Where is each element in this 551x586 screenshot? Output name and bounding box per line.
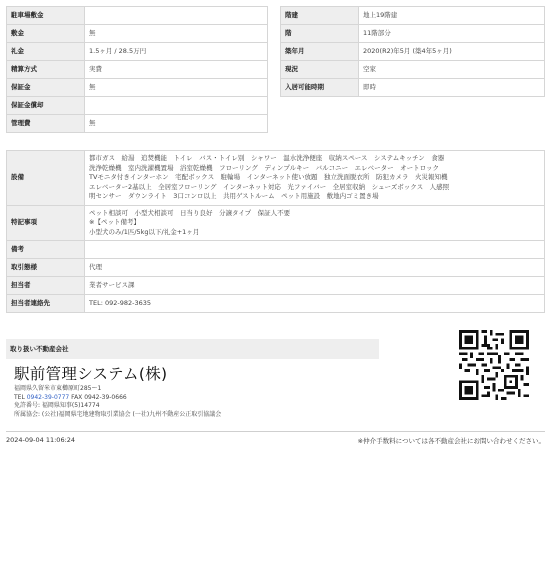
- table-row: [7, 7, 268, 25]
- table-row: [281, 25, 545, 43]
- company-fax: FAX 0942-39-0666: [71, 393, 127, 401]
- company-tel-link[interactable]: 0942-39-0777: [26, 393, 70, 401]
- equipment-line: 都市ガス 給湯 追焚機能 トイレ バス・トイレ別 シャワー 温水洗浄便座 収納スペース システムキッチン 食器: [89, 154, 445, 162]
- table-row: [7, 25, 268, 43]
- row-value: 1.5ヶ月 / 28.5万円: [85, 43, 268, 61]
- remarks-label: 備考: [7, 241, 85, 259]
- table-row: [7, 277, 545, 295]
- equipment-value: [85, 151, 545, 206]
- table-row: [7, 43, 268, 61]
- table-row: [7, 61, 268, 79]
- table-row: [7, 205, 545, 241]
- row-value: 無: [85, 25, 268, 43]
- row-value: 2020(R2)年5月 (築4年5ヶ月): [359, 43, 545, 61]
- row-value: 空家: [359, 61, 545, 79]
- row-label: 階: [281, 25, 359, 43]
- details-table: [6, 150, 545, 313]
- contact-person-value: 業者サービス課: [85, 277, 545, 295]
- qr-code-icon: [459, 330, 529, 400]
- special-notes-line: ※【ペット備考】: [89, 218, 140, 226]
- fees-table: [6, 6, 268, 133]
- brokerage-fee-note: ※仲介手数料については各不動産会社にお問い合わせください。: [357, 437, 545, 445]
- equipment-line: 洗浄乾燥機 室内洗濯機置場 浴室乾燥機 フローリング ディンプルキー バルコニー エレベーター オートロック: [89, 163, 439, 172]
- table-row: [7, 79, 268, 97]
- contact-person-label: 担当者: [7, 277, 85, 295]
- row-value: 地上19階建: [359, 7, 545, 25]
- equipment-label: 設備: [7, 151, 85, 206]
- row-label: 敷金: [7, 25, 85, 43]
- equipment-line: エレベーター2基以上 全居室フローリング インターネット対応 光ファイバー 全居室収納 シューズボックス 人感照: [89, 182, 450, 191]
- company-address: 福岡県久留米市東櫛原町285ー1: [14, 385, 102, 392]
- row-label: 礼金: [7, 43, 85, 61]
- company-association: 所属協会: (公社)福岡県宅地建物取引業協会 (一社)九州不動産公正取引協議会: [14, 410, 222, 418]
- table-row: [7, 115, 268, 133]
- row-value: 無: [85, 115, 268, 133]
- table-row: [7, 295, 545, 313]
- footer-divider: [6, 431, 545, 432]
- contact-tel-label: 担当者連絡先: [7, 295, 85, 313]
- row-label: 精算方式: [7, 61, 85, 79]
- special-notes-value: [85, 205, 545, 241]
- table-row: [7, 241, 545, 259]
- row-value: [85, 97, 268, 115]
- row-value: 即時: [359, 79, 545, 97]
- company-license: 免許番号: 福岡県知事(5)14774: [14, 402, 100, 410]
- row-value: 実費: [85, 61, 268, 79]
- print-timestamp: 2024-09-04 11:06:24: [6, 436, 76, 444]
- row-value: 無: [85, 79, 268, 97]
- equipment-line: 明センサー ダウンライト 3口コンロ以上 共用ゲストルーム ペット用施設 敷地内ゴミ置き場: [89, 192, 379, 200]
- table-row: [281, 43, 545, 61]
- row-label: 保証金: [7, 79, 85, 97]
- company-info: [14, 385, 221, 419]
- row-label: 入居可能時期: [281, 79, 359, 97]
- company-section-header: 取り扱い不動産会社: [6, 339, 379, 359]
- table-row: [281, 79, 545, 97]
- remarks-value: [85, 241, 545, 259]
- company-name: 駅前管理システム(株): [14, 365, 168, 383]
- equipment-line: TVモニタ付きインターホン 宅配ボックス 駐輪場 インターネット使い放題 独立洗面脱衣所 防犯カメラ 火災報知機: [89, 173, 448, 181]
- special-notes-line: ペット相談可 小型犬相談可 日当り良好 分譲タイプ 保証人不要: [89, 208, 291, 217]
- row-label: 駐車場敷金: [7, 7, 85, 25]
- table-row: [281, 61, 545, 79]
- special-notes-label: 特記事項: [7, 205, 85, 241]
- row-label: 階建: [281, 7, 359, 25]
- company-phone-line: [14, 394, 221, 403]
- table-row: [7, 259, 545, 277]
- contact-tel-link[interactable]: TEL: 092-982-3635: [85, 295, 545, 313]
- special-notes-line: 小型犬のみ/1匹/5kg以下/礼金+1ヶ月: [89, 227, 200, 236]
- row-label: 管理費: [7, 115, 85, 133]
- table-row: [7, 151, 545, 206]
- transaction-type-label: 取引態様: [7, 259, 85, 277]
- row-value: [85, 7, 268, 25]
- tel-prefix: TEL: [14, 393, 25, 401]
- building-table: [280, 6, 545, 97]
- table-row: [281, 7, 545, 25]
- transaction-type-value: 代理: [85, 259, 545, 277]
- row-label: 築年月: [281, 43, 359, 61]
- row-label: 現況: [281, 61, 359, 79]
- row-label: 保証金償却: [7, 97, 85, 115]
- row-value: 11階部分: [359, 25, 545, 43]
- table-row: [7, 97, 268, 115]
